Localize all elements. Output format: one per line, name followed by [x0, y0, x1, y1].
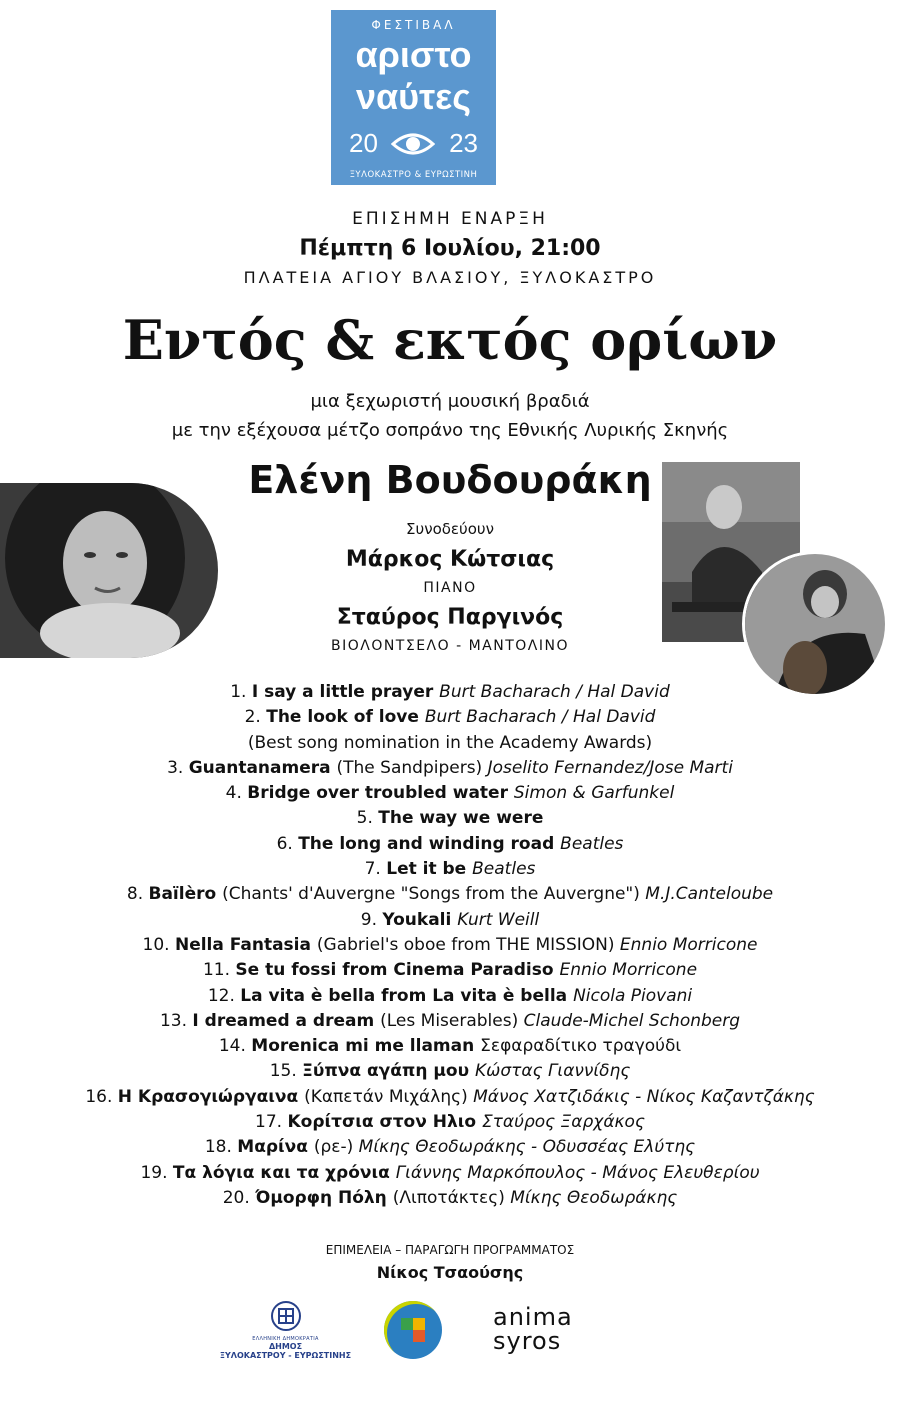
logo-festival-label: ΦΕΣΤΙΒΑΛ — [371, 18, 456, 32]
program-item-title: The long and winding road — [298, 833, 561, 854]
program-item-number: 9. — [360, 909, 383, 930]
event-venue: ΠΛΑΤΕΙΑ ΑΓΙΟΥ ΒΛΑΣΙΟΥ, ΞΥΛΟΚΑΣΤΡΟ — [243, 268, 657, 287]
anima-text: anima — [493, 1303, 573, 1331]
description-line-2: με την εξέχουσα μέτζο σοπράνο της Εθνικής Λυρικής Σκηνής — [171, 420, 729, 441]
musician-2-name: Σταύρος Παργινός — [336, 605, 564, 630]
program-item-number: 20. — [222, 1187, 256, 1208]
program-item-title: Όμορφη Πόλη — [255, 1187, 393, 1208]
program-item-note: Σεφαραδίτικο τραγούδι — [480, 1036, 682, 1057]
program-item-number: 1. — [230, 682, 252, 702]
program-item-composer: Burt Bacharach / Hal David — [439, 682, 670, 702]
program-item-number: 13. — [159, 1010, 193, 1031]
program-item-number: 6. — [276, 833, 299, 854]
program-item — [0, 984, 900, 1009]
municipality-top: ΕΛΛΗΝΙΚΗ ΔΗΜΟΚΡΑΤΙΑ — [252, 1336, 319, 1342]
program-item-note: (Best song nomination in the Academy Awards) — [247, 732, 653, 753]
syros-text: syros — [493, 1327, 562, 1355]
program-item — [0, 857, 900, 882]
program-item-composer: Μίκης Θεοδωράκης — [510, 1187, 678, 1208]
program-item-title: Μαρίνα — [237, 1137, 314, 1158]
program-item-composer: Nicola Piovani — [573, 985, 693, 1006]
program-item — [0, 1009, 900, 1034]
musician-2-role: ΒΙΟΛΟΝΤΣΕΛΟ - ΜΑΝΤΟΛΙΝΟ — [330, 638, 569, 654]
description-line-1: μια ξεχωριστή μουσική βραδιά — [310, 391, 590, 412]
program-item-number: 4. — [225, 783, 248, 804]
cellist-photo — [742, 551, 888, 697]
program-item-composer: Beatles — [472, 859, 536, 880]
program-item-title: Guantanamera — [188, 757, 337, 778]
program-item-composer: Kurt Weill — [457, 909, 540, 930]
logo-word-2: ναύτες — [356, 76, 471, 117]
program-item-title: I dreamed a dream — [192, 1010, 381, 1031]
program-item-composer: Claude-Michel Schonberg — [523, 1010, 741, 1031]
program-item-note: (Λιποτάκτες) — [392, 1187, 511, 1208]
program-item-title: Τα λόγια και τα χρόνια — [172, 1162, 396, 1183]
program-item — [0, 781, 900, 806]
anima-syros-logo — [493, 1305, 573, 1361]
program-item-composer: Ennio Morricone — [619, 934, 758, 955]
program-item-composer: Beatles — [560, 833, 624, 854]
program-item — [0, 933, 900, 958]
program-item-title: The look of love — [266, 707, 425, 728]
municipality-line-2: ΞΥΛΟΚΑΣΤΡΟΥ - ΕΥΡΩΣΤΙΝΗΣ — [219, 1351, 352, 1360]
program-item-number: 12. — [207, 985, 241, 1006]
program-item-number: 2. — [244, 707, 267, 728]
program-item-title: Nella Fantasia — [174, 934, 317, 955]
program-item-number: 14. — [218, 1036, 252, 1057]
program-item-composer: Κώστας Γιαννίδης — [474, 1061, 631, 1082]
program-item — [0, 958, 900, 983]
concert-title: Εντός & εκτός ορίων — [122, 308, 778, 372]
program-item-composer: Simon & Garfunkel — [513, 783, 675, 804]
program-item-composer: Γιάννης Μαρκόπουλος - Μάνος Ελευθερίου — [395, 1162, 760, 1183]
program-item-title: Se tu fossi from Cinema Paradiso — [235, 960, 560, 981]
program-item-title: Baïlèro — [148, 884, 223, 905]
program-item-title: The way we were — [378, 808, 544, 829]
program-item-composer: Σταύρος Ξαρχάκος — [481, 1112, 645, 1133]
program-item — [0, 756, 900, 781]
program-item-note: (The Sandpipers) — [336, 757, 488, 778]
program-item — [0, 1085, 900, 1110]
program-item-number: 7. — [364, 859, 387, 880]
official-opening-label: ΕΠΙΣΗΜΗ ΕΝΑΡΞΗ — [352, 209, 548, 229]
program-item-composer: Ennio Morricone — [559, 960, 698, 981]
municipality-logo — [213, 1300, 358, 1364]
program-item — [0, 882, 900, 907]
program-item-note: (Καπετάν Μιχάλης) — [304, 1086, 474, 1107]
program-item-composer: Μάνος Χατζιδάκις - Νίκος Καζαντζάκης — [473, 1086, 815, 1107]
program-item-number: 5. — [356, 808, 379, 829]
program-item — [0, 680, 900, 705]
program-item-number: 10. — [142, 934, 175, 955]
program-item — [0, 1110, 900, 1135]
municipality-line-1: ΔΗΜΟΣ — [268, 1342, 303, 1351]
program-item — [0, 832, 900, 857]
program-item — [0, 1135, 900, 1160]
program-item-note: (Gabriel's oboe from THE MISSION) — [316, 934, 620, 955]
program-item — [0, 1034, 900, 1059]
logo-year-right: 23 — [449, 128, 478, 158]
program-item-title: Ξύπνα αγάπη μου — [302, 1061, 475, 1082]
greek-emblem-icon — [269, 1300, 303, 1332]
program-item-title: Let it be — [386, 859, 473, 880]
musician-1-role: ΠΙΑΝΟ — [423, 580, 477, 596]
program-item-number: 3. — [167, 757, 189, 778]
program-item-number: 16. — [85, 1086, 118, 1107]
program-list — [0, 680, 900, 1211]
logo-year-left: 20 — [349, 128, 378, 158]
festival-logo — [331, 10, 496, 185]
credits-name: Νίκος Τσαούσης — [376, 1263, 524, 1282]
program-item — [0, 806, 900, 831]
program-item-number: 11. — [202, 960, 236, 981]
logo-word-1: αριστο — [355, 34, 472, 75]
program-item-composer: Μίκης Θεοδωράκης - Οδυσσέας Ελύτης — [358, 1137, 696, 1158]
program-item-composer: Joselito Fernandez/Jose Marti — [487, 757, 733, 778]
festival-badge-logo — [384, 1301, 442, 1359]
program-item-title: La vita è bella from La vita è bella — [240, 985, 574, 1006]
program-item-note: (ρε-) — [313, 1137, 359, 1158]
program-item-title: Η Κρασογιώργαινα — [117, 1086, 305, 1107]
program-item — [0, 1059, 900, 1084]
musician-1-name: Μάρκος Κώτσιας — [345, 547, 555, 572]
program-item-number: 15. — [269, 1061, 303, 1082]
program-item-number: 18. — [204, 1137, 238, 1158]
program-item-composer: M.J.Canteloube — [645, 884, 774, 905]
program-item-title: Bridge over troubled water — [247, 783, 514, 804]
program-item-title: Youkali — [382, 909, 458, 930]
program-item-note: (Chants' d'Auvergne "Songs from the Auvergne") — [222, 884, 646, 905]
program-item-title: I say a little prayer — [251, 682, 440, 702]
program-item — [0, 731, 900, 756]
program-item-title: Κορίτσια στον Ηλιο — [287, 1112, 482, 1133]
logo-places: ΞΥΛΟΚΑΣΤΡΟ & ΕΥΡΩΣΤΙΝΗ — [349, 170, 478, 180]
accompany-label: Συνοδεύουν — [406, 520, 494, 538]
program-item-number: 17. — [255, 1112, 288, 1133]
program-item — [0, 1161, 900, 1186]
program-item-composer: Burt Bacharach / Hal David — [424, 707, 656, 728]
eye-icon — [391, 130, 435, 158]
program-item-title: Morenica mi me llaman — [251, 1036, 481, 1057]
program-item-number: 8. — [126, 884, 149, 905]
program-item-number: 19. — [140, 1162, 173, 1183]
program-item — [0, 908, 900, 933]
singer-name: Ελένη Βουδουράκη — [248, 458, 652, 502]
program-item — [0, 705, 900, 730]
program-item-note: (Les Miserables) — [380, 1010, 524, 1031]
credits-label: ΕΠΙΜΕΛΕΙΑ – ΠΑΡΑΓΩΓΗ ΠΡΟΓΡΑΜΜΑΤΟΣ — [325, 1243, 575, 1257]
program-item — [0, 1186, 900, 1211]
event-date: Πέμπτη 6 Ιουλίου, 21:00 — [299, 236, 601, 261]
